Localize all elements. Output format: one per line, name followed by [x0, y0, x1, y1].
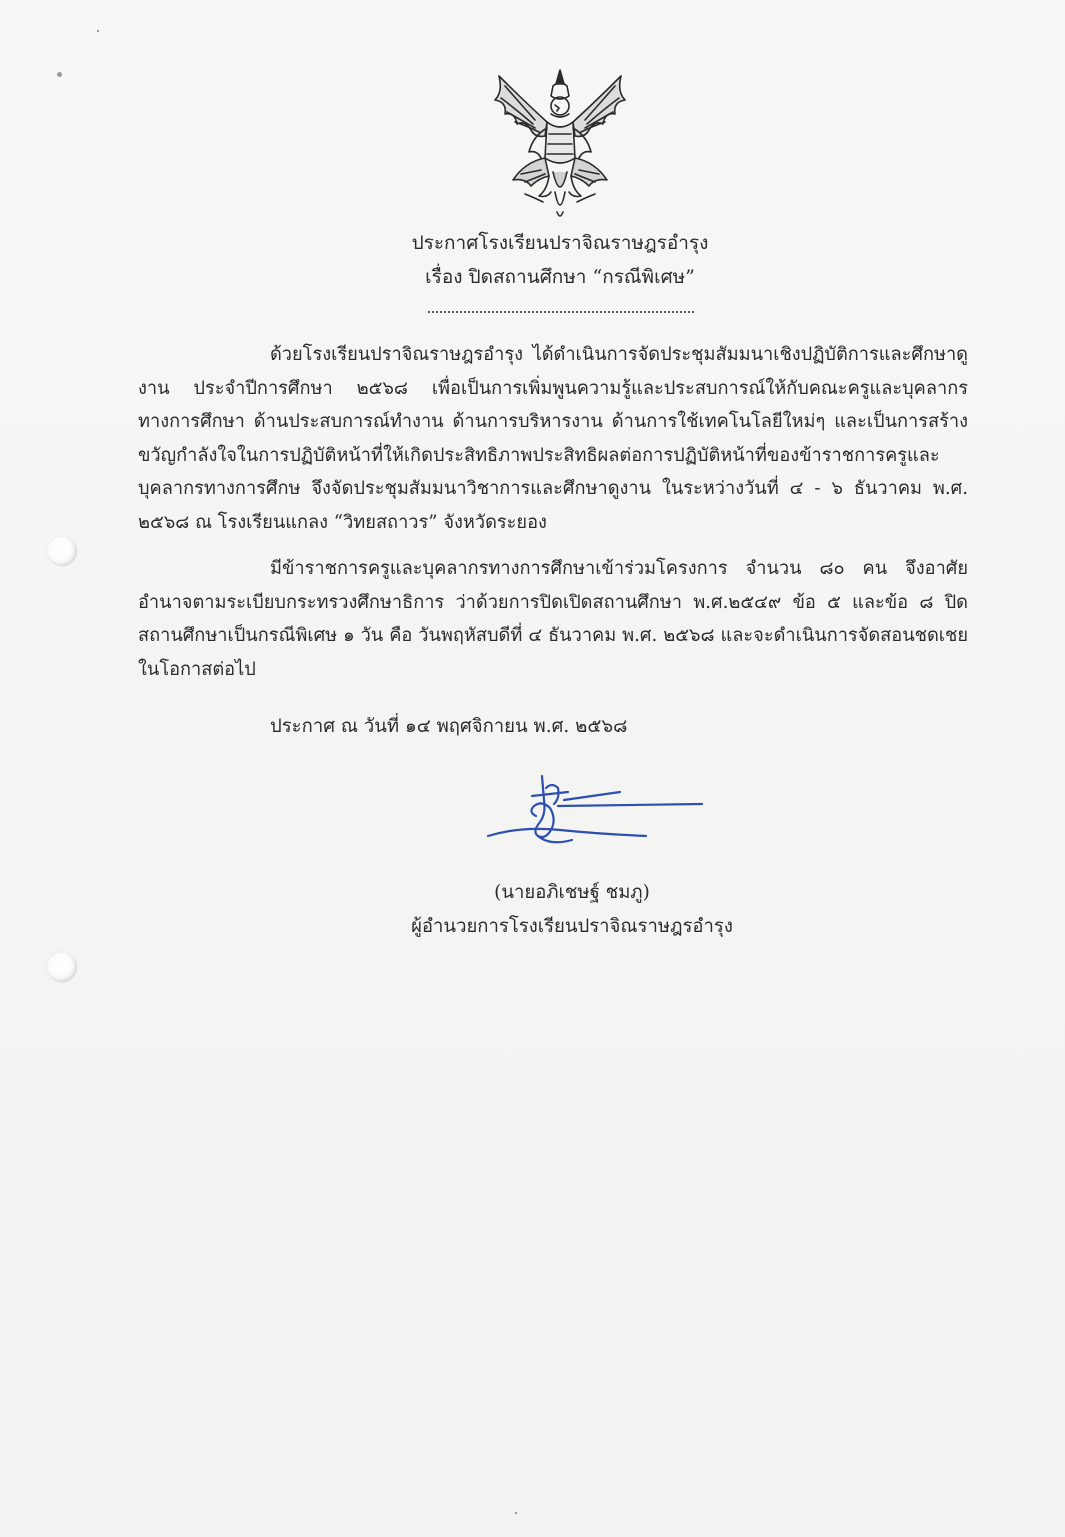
announcement-subject: เรื่อง ปิดสถานศึกษา “กรณีพิเศษ”	[425, 266, 695, 288]
paper-speck	[97, 30, 99, 32]
signer-title: ผู้อำนวยการโรงเรียนปราจิณราษฎรอำรุง	[411, 916, 733, 937]
title-divider	[428, 311, 694, 313]
handwritten-signature	[480, 770, 710, 855]
punch-hole-bottom	[47, 952, 77, 982]
announcement-title: ประกาศโรงเรียนปราจิณราษฎรอำรุง	[411, 232, 709, 254]
body-paragraph-2: มีข้าราชการครูและบุคลากรทางการศึกษาเข้าร่วมโครงการ จำนวน ๘๐ คน จึงอาศัยอำนาจตามระเบียบกระทรวงศึกษาธิการ ว่าด้วยการปิดเปิดสถานศึกษา พ.ศ.๒๕๔๙ ข้อ ๕ และข้อ ๘ ปิดสถานศึกษาเป็นกรณีพิเศษ ๑ วัน คือ วันพฤหัสบดีที่ ๔ ธันวาคม พ.ศ. ๒๕๖๘ และจะดำเนินการจัดสอนชดเชยในโอกาสต่อไป	[138, 558, 968, 680]
punch-hole-top	[47, 536, 77, 566]
paper-speck	[515, 1512, 517, 1514]
body-paragraph-1: ด้วยโรงเรียนปราจิณราษฎรอำรุง ได้ดำเนินการจัดประชุมสัมมนาเชิงปฏิบัติการและศึกษาดูงาน ประจำปีการศึกษา ๒๕๖๘ เพื่อเป็นการเพิ่มพูนความรู้และประสบการณ์ให้กับคณะครูและบุคลากรทางการศึกษา ด้านประสบการณ์ทำงาน ด้านการบริหารงาน ด้านการใช้เทคโนโลยีใหม่ๆ และเป็นการสร้างขวัญกำลังใจในการปฏิบัติหน้าที่ให้เกิดประสิทธิภาพประสิทธิผลต่อการปฏิบัติหน้าที่ของข้าราชการครูและบุคลากรทางการศึกษ จึงจัดประชุมสัมมนาวิชาการและศึกษาดูงาน ในระหว่างวันที่ ๔ - ๖ ธันวาคม พ.ศ. ๒๕๖๘ ณ โรงเรียนแกลง “วิทยสถาวร” จังหวัดระยอง	[138, 344, 968, 533]
announcement-date: ประกาศ ณ วันที่ ๑๔ พฤศจิกายน พ.ศ. ๒๕๖๘	[270, 716, 628, 737]
garuda-emblem-icon	[485, 62, 635, 222]
paper-speck	[57, 72, 62, 77]
signer-name: (นายอภิเชษฐ์ ชมภู)	[494, 882, 650, 903]
